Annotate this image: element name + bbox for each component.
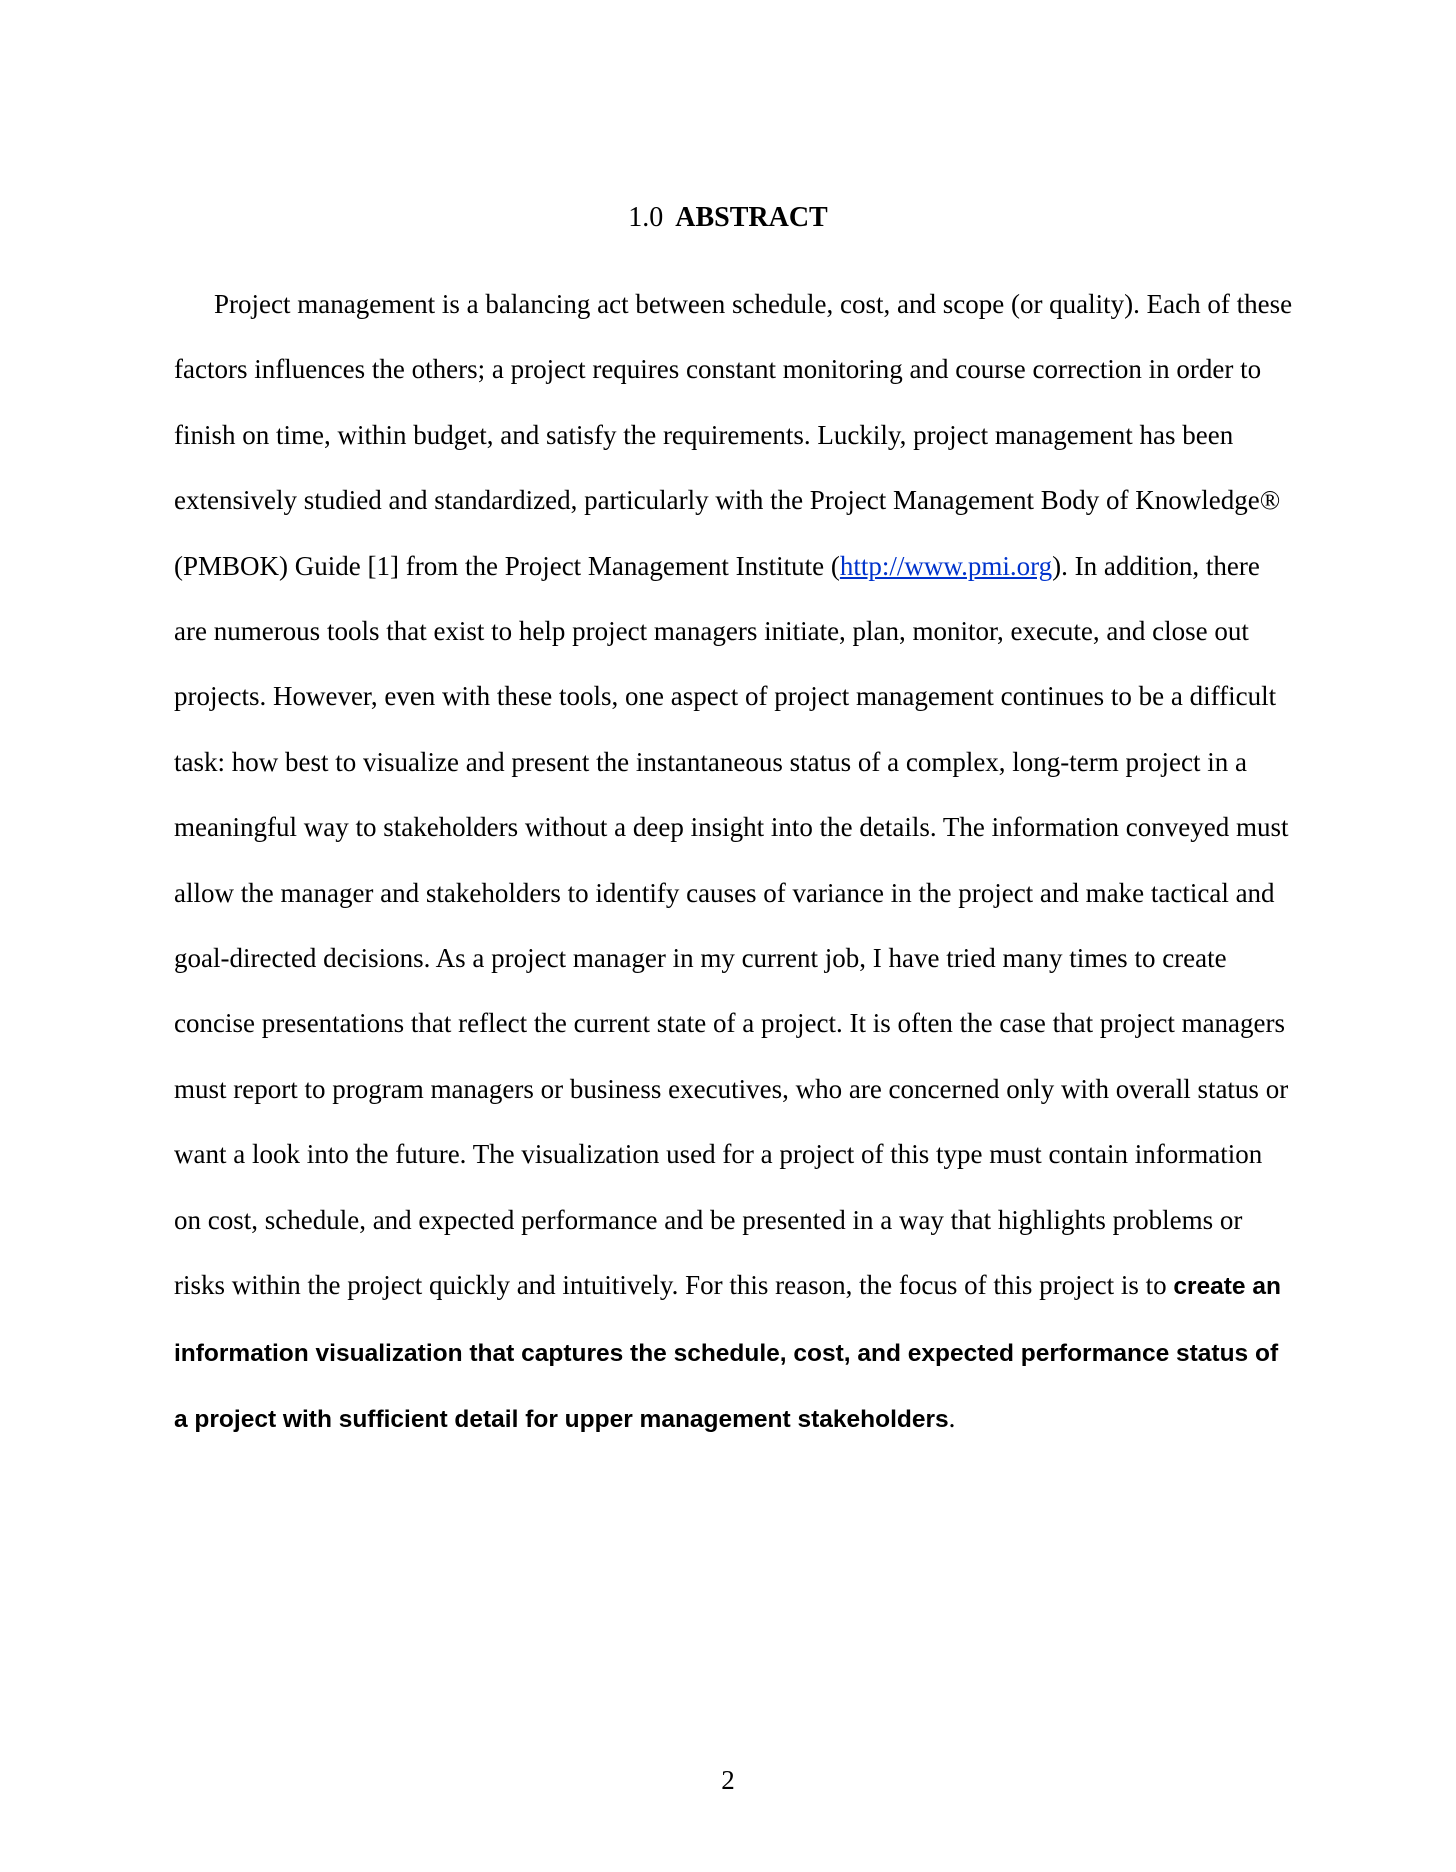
abstract-bold-statement: create an information visualization that captures the schedule, cost, and expected performance status of a project with sufficient detail for upper management stakeholders <box>174 1273 1281 1433</box>
page-number: 2 <box>721 1765 735 1795</box>
abstract-paragraph <box>174 272 1294 1452</box>
abstract-text-part-2: ). In addition, there are numerous tools that exist to help project managers initiate, plan, monitor, execute, and close out projects. However, even with these tools, one aspect of project management continues to be a difficult task: how best to visualize and present the instantaneous status of a complex, long-term project in a meaningful way to stakeholders without a deep insight into the details. The information conveyed must allow the manager and stakeholders to identify causes of variance in the project and make tactical and goal-directed decisions. As a project manager in my current job, I have tried many times to create concise presentations that reflect the current state of a project. It is often the case that project managers must report to program managers or business executives, who are concerned only with overall status or want a look into the future. The visualization used for a project of this type must contain information on cost, schedule, and expected performance and be presented in a way that highlights problems or risks within the project quickly and intuitively. For this reason, the focus of this project is to <box>174 550 1289 1301</box>
abstract-text-part-1: Project management is a balancing act between schedule, cost, and scope (or quality). Each of these factors influences the others; a project requires constant monitoring and course correction in order to finish on time, within budget, and satisfy the requirements. Luckily, project management has been extensively studied and standardized, particularly with the Project Management Body of Knowledge® (PMBOK) Guide [1] from the Project Management Institute ( <box>174 289 1293 581</box>
section-title: ABSTRACT <box>675 202 828 233</box>
section-heading <box>0 200 1456 236</box>
abstract-text-end: . <box>948 1402 956 1433</box>
pmi-link[interactable]: http://www.pmi.org <box>839 550 1053 581</box>
section-number: 1.0 <box>628 202 664 233</box>
